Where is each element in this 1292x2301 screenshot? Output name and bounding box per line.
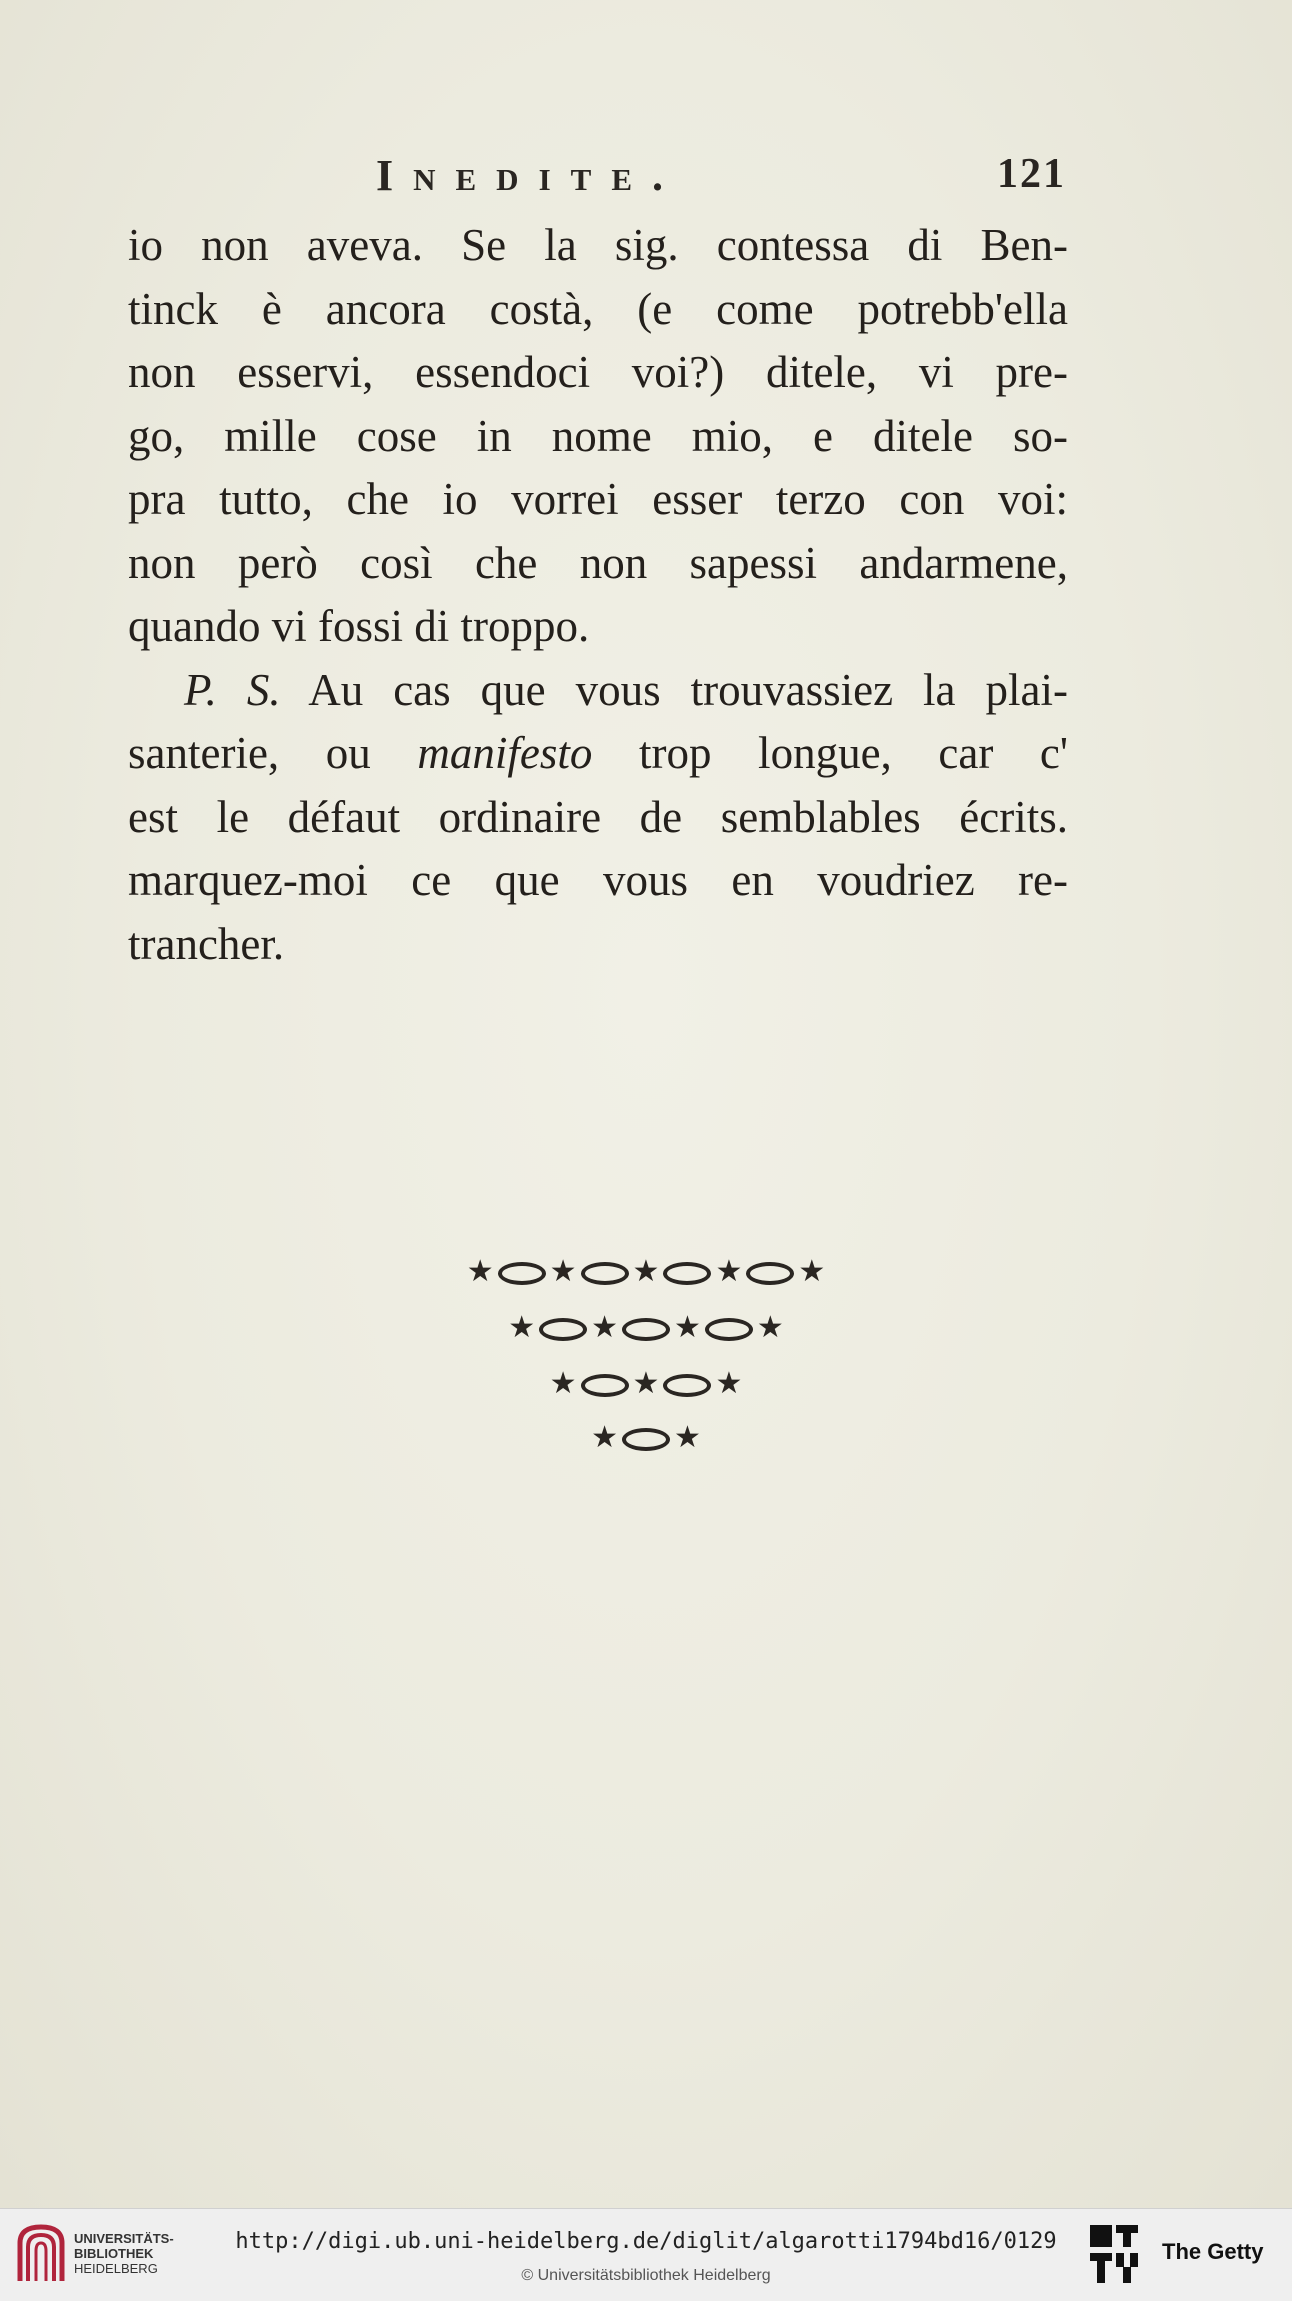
text-line: pra tutto, che io vorrei esser terzo con voi: bbox=[128, 474, 1068, 524]
ornament-oval-icon bbox=[581, 1262, 629, 1285]
ornament-star-icon: ★ bbox=[674, 1310, 701, 1345]
ornament-oval-icon bbox=[498, 1262, 546, 1285]
running-head bbox=[376, 150, 1066, 210]
ornament-row bbox=[0, 1310, 1292, 1345]
ornament-oval-icon bbox=[581, 1374, 629, 1397]
ornament-oval-icon bbox=[705, 1318, 753, 1341]
italic-word: manifesto bbox=[417, 728, 593, 778]
library-name-line: UNIVERSITÄTS- bbox=[74, 2231, 174, 2246]
ornament-oval-icon bbox=[746, 1262, 794, 1285]
ornament-star-icon: ★ bbox=[549, 1366, 577, 1401]
ornament-star-icon: ★ bbox=[632, 1366, 660, 1401]
show-through-text bbox=[0, 1700, 1292, 1764]
ornament-star-icon: ★ bbox=[466, 1254, 494, 1289]
postscript-text: santerie, ou bbox=[128, 728, 418, 778]
text-line: tinck è ancora costà, (e come potrebb'ella bbox=[128, 283, 1068, 334]
ornament-star-icon: ★ bbox=[508, 1310, 536, 1345]
ornament-star-icon: ★ bbox=[715, 1366, 743, 1401]
text-line: go, mille cose in nome mio, e ditele so- bbox=[128, 410, 1068, 461]
ornament-star-icon: ★ bbox=[591, 1310, 618, 1345]
running-title: Inedite. bbox=[376, 151, 683, 200]
ornament-star-icon: ★ bbox=[549, 1254, 577, 1289]
ornament-star-icon: ★ bbox=[632, 1254, 660, 1289]
ornament-star-icon: ★ bbox=[798, 1254, 826, 1289]
library-name-line: HEIDELBERG bbox=[74, 2261, 158, 2276]
text-line: non però così che non sapessi andarmene, bbox=[128, 537, 1068, 588]
ornament-oval-icon bbox=[663, 1262, 711, 1285]
ornament-row bbox=[0, 1254, 1292, 1289]
ornament-star-icon: ★ bbox=[756, 1310, 784, 1345]
ornament-star-icon: ★ bbox=[591, 1420, 618, 1455]
text-line: quando vi fossi di troppo. bbox=[128, 601, 590, 651]
postscript-text: Au cas que vous trouvassiez la plai- bbox=[280, 664, 1068, 715]
library-name-line: BIBLIOTHEK bbox=[74, 2246, 154, 2261]
ornament-oval-icon bbox=[539, 1318, 587, 1341]
getty-logo-icon bbox=[1088, 2223, 1142, 2287]
postscript-line bbox=[128, 722, 1068, 786]
postscript-text: trop longue, car c' bbox=[592, 728, 1068, 778]
ornament-oval-icon bbox=[663, 1374, 711, 1397]
postscript-line bbox=[128, 659, 1068, 723]
page-number: 121 bbox=[997, 151, 1066, 197]
copyright-notice: © Universitätsbibliothek Heidelberg bbox=[521, 2267, 771, 2284]
text-line: non esservi, essendoci voi?) ditele, vi pre- bbox=[128, 347, 1068, 397]
digitization-footer bbox=[0, 2208, 1292, 2301]
postscript-label: P. S. bbox=[184, 664, 281, 715]
ornament-star-icon: ★ bbox=[674, 1420, 701, 1455]
ornament-oval-icon bbox=[622, 1318, 670, 1341]
getty-label: The Getty bbox=[1162, 2239, 1264, 2264]
postscript-line: marquez-moi ce que vous en voudriez re- bbox=[128, 855, 1068, 905]
letter-text bbox=[128, 214, 1068, 976]
ornament-row bbox=[0, 1420, 1292, 1455]
postscript-line: est le défaut ordinaire de semblables écrits. bbox=[128, 791, 1068, 842]
postscript-line: trancher. bbox=[128, 918, 285, 969]
document-url[interactable]: http://digi.ub.uni-heidelberg.de/diglit/algarotti1794bd16/0129 bbox=[235, 2229, 1057, 2254]
ornament-oval-icon bbox=[622, 1428, 670, 1451]
text-line: io non aveva. Se la sig. contessa di Ben- bbox=[128, 220, 1068, 270]
ornament-star-icon: ★ bbox=[715, 1254, 743, 1289]
ornament-row bbox=[0, 1366, 1292, 1401]
